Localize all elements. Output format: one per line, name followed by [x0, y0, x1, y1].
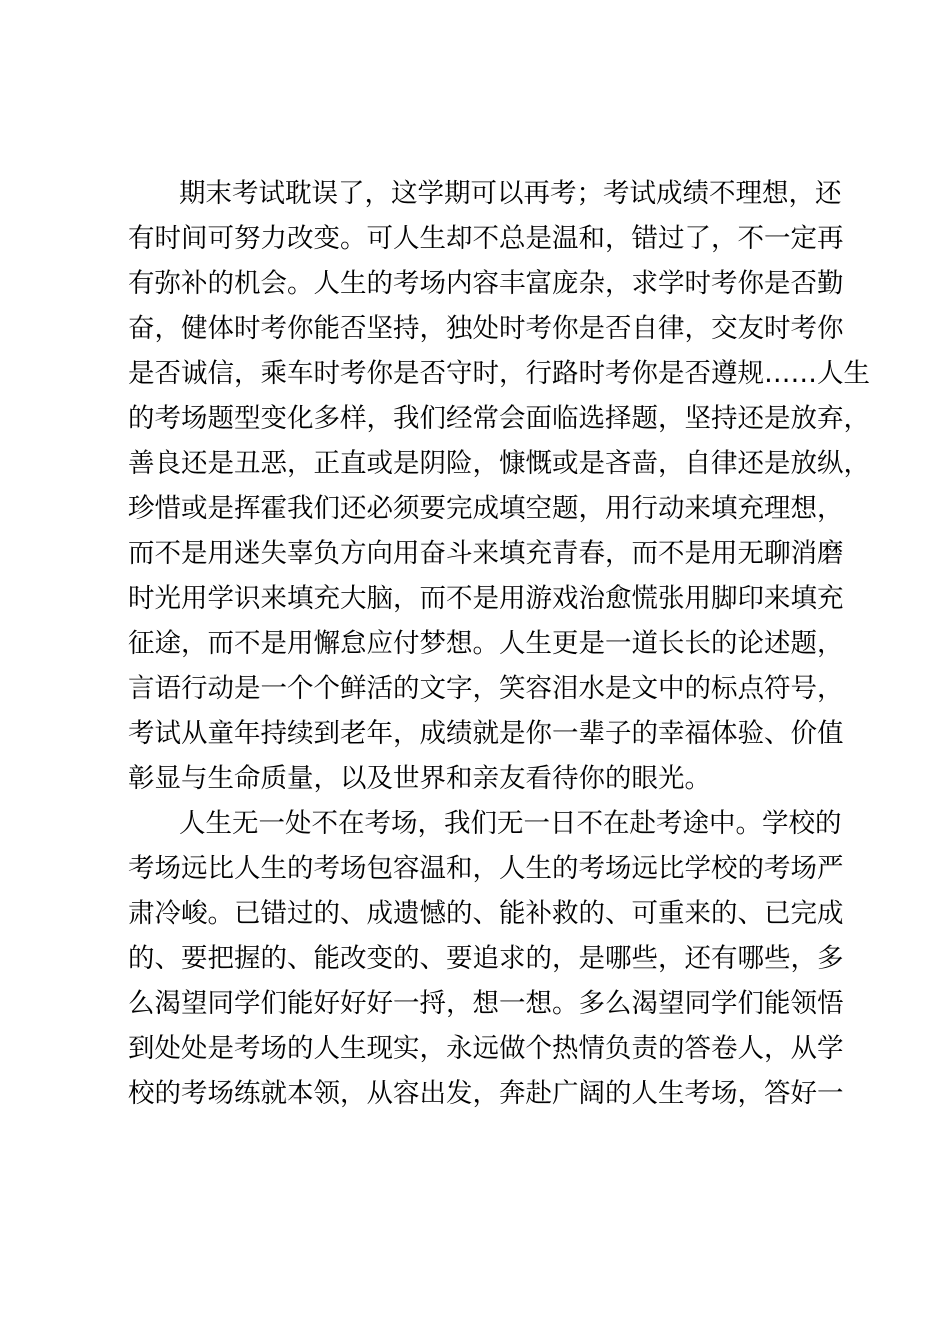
text-line: 有弥补的机会。人生的考场内容丰富庞杂，求学时考你是否勤	[128, 268, 844, 299]
text-line: 善良还是丑恶，正直或是阴险，慷慨或是吝啬，自律还是放纵，	[128, 448, 870, 479]
text-line: 时光用学识来填充大脑，而不是用游戏治愈慌张用脚印来填充	[128, 583, 844, 614]
text-line: 彰显与生命质量，以及世界和亲友看待你的眼光。	[128, 763, 711, 794]
text-line: 言语行动是一个个鲜活的文字，笑容泪水是文中的标点符号，	[128, 673, 844, 704]
paragraph-2	[128, 801, 844, 1116]
text-line: 奋，健体时考你能否坚持，独处时考你是否自律，交友时考你	[128, 313, 844, 344]
text-line: 考场远比人生的考场包容温和，人生的考场远比学校的考场严	[128, 853, 844, 884]
paragraph-1	[128, 171, 870, 801]
text-line: 期末考试耽误了，这学期可以再考；考试成绩不理想，还	[179, 178, 842, 209]
text-line: 么渴望同学们能好好好一捋，想一想。多么渴望同学们能领悟	[128, 988, 844, 1019]
text-line: 人生无一处不在考场，我们无一日不在赴考途中。学校的	[179, 808, 842, 839]
text-line: 珍惜或是挥霍我们还必须要完成填空题，用行动来填充理想，	[128, 493, 844, 524]
text-line: 的、要把握的、能改变的、要追求的，是哪些，还有哪些，多	[128, 943, 844, 974]
body-text	[128, 171, 870, 1116]
text-line: 是否诚信，乘车时考你是否守时，行路时考你是否遵规……人生	[128, 358, 870, 389]
text-line: 到处处是考场的人生现实，永远做个热情负责的答卷人，从学	[128, 1033, 844, 1064]
text-line: 而不是用迷失辜负方向用奋斗来填充青春，而不是用无聊消磨	[128, 538, 844, 569]
text-line: 肃冷峻。已错过的、成遗憾的、能补救的、可重来的、已完成	[128, 898, 844, 929]
text-line: 有时间可努力改变。可人生却不总是温和，错过了，不一定再	[128, 223, 844, 254]
text-line: 校的考场练就本领，从容出发，奔赴广阔的人生考场，答好一	[128, 1078, 844, 1109]
text-line: 征途，而不是用懈怠应付梦想。人生更是一道长长的论述题，	[128, 628, 844, 659]
text-line: 考试从童年持续到老年，成绩就是你一辈子的幸福体验、价值	[128, 718, 844, 749]
text-line: 的考场题型变化多样，我们经常会面临选择题，坚持还是放弃，	[128, 403, 870, 434]
